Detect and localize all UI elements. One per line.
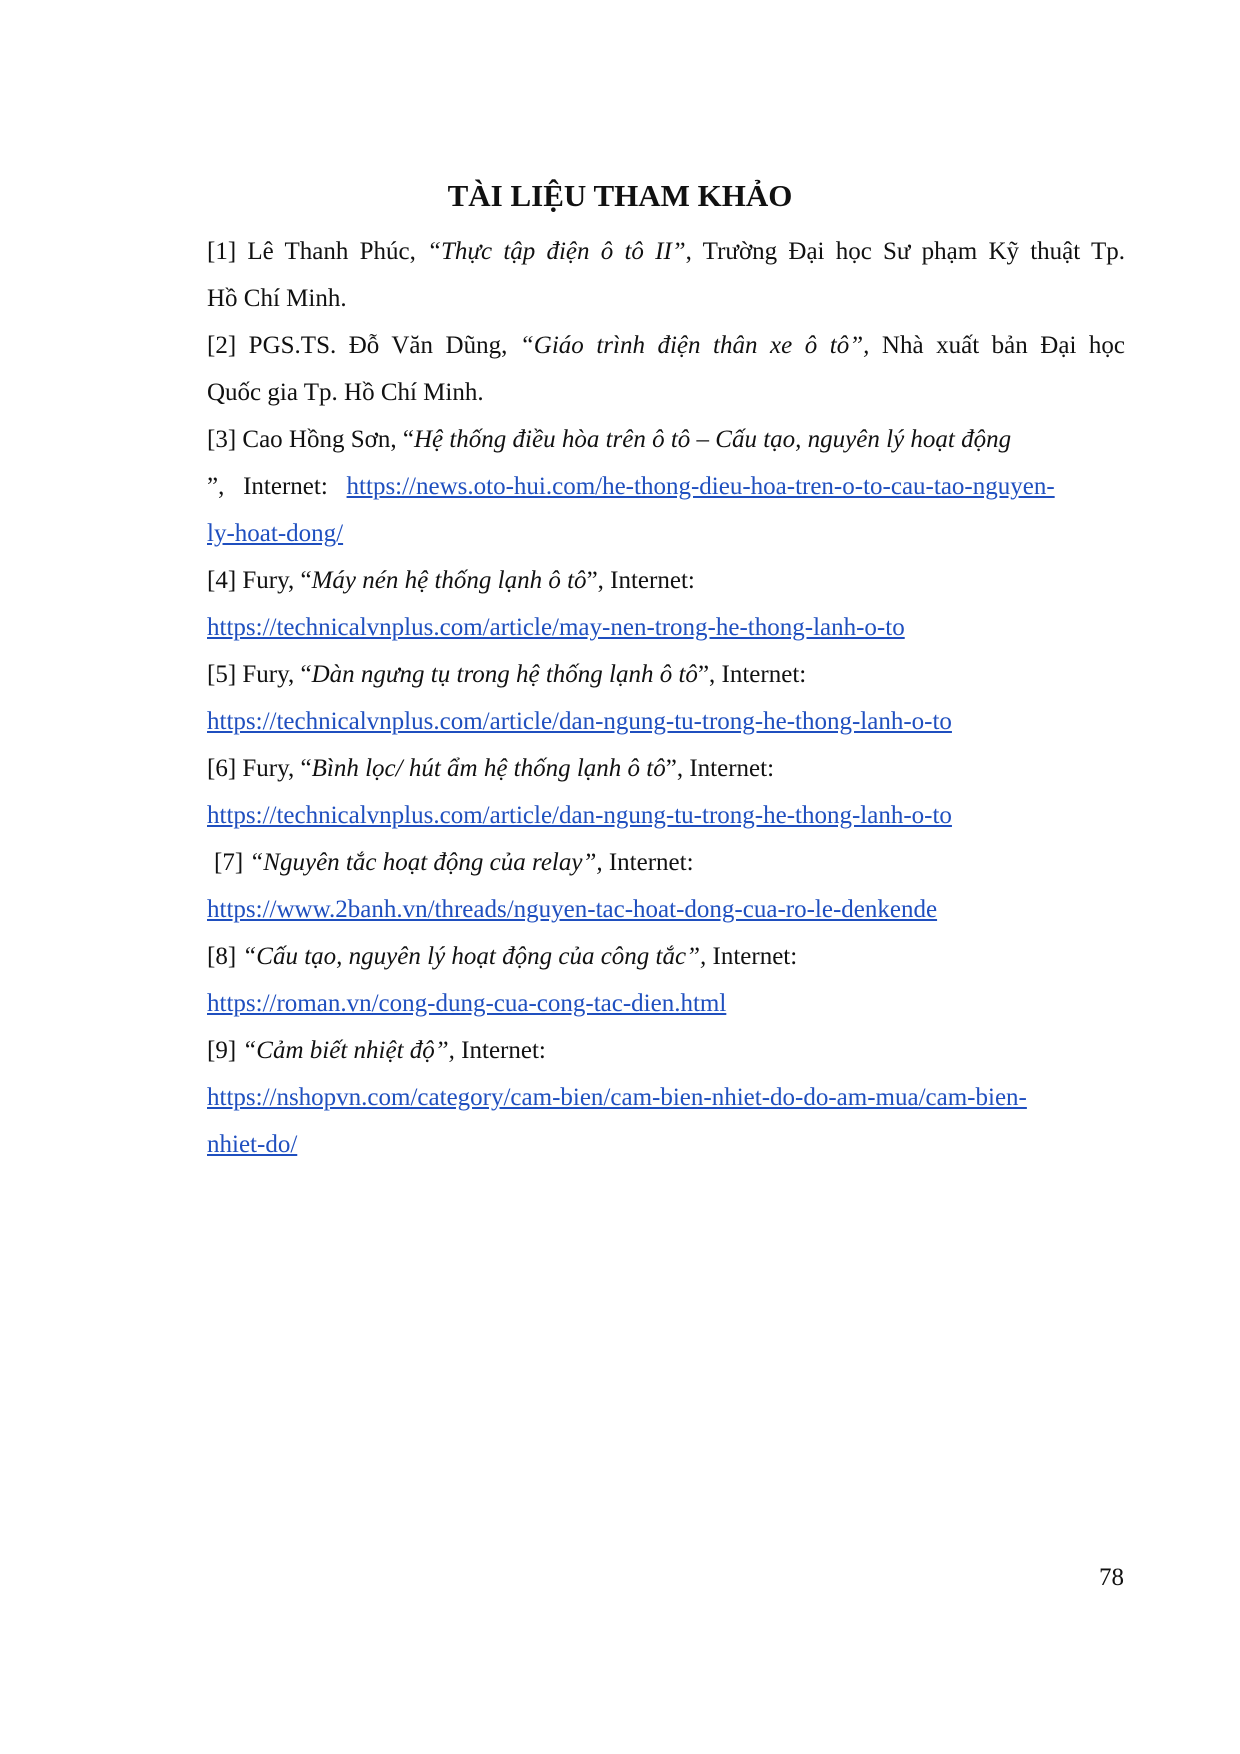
page-number: 78 (1099, 1564, 1124, 1591)
reference-6-url-line (207, 792, 1125, 839)
reference-8-link[interactable]: https://roman.vn/cong-dung-cua-cong-tac-dien.html (207, 990, 727, 1017)
reference-6 (207, 745, 1125, 792)
reference-9 (207, 1027, 1125, 1074)
reference-source-label: ”, Internet: (697, 661, 807, 688)
reference-number: [1] (207, 238, 237, 265)
reference-3 (207, 416, 1125, 463)
reference-source-label: Internet: (454, 1037, 546, 1064)
reference-title: “Cấu tạo, nguyên lý hoạt động của công tắc”, (236, 943, 707, 970)
reference-5 (207, 651, 1125, 698)
reference-3-link-continuation (207, 510, 1125, 557)
reference-publisher: Nhà xuất bản Đại học (869, 332, 1126, 359)
reference-7 (207, 839, 1125, 886)
reference-9-link[interactable]: https://nshopvn.com/category/cam-bien/cam-bien-nhiet-do-do-am-mua/cam-bien- (207, 1084, 1027, 1111)
reference-number: [6] (207, 755, 237, 782)
reference-number: [7] (214, 849, 244, 876)
reference-1-continuation (207, 275, 1125, 322)
reference-title: Dàn ngưng tụ trong hệ thống lạnh ô tô (311, 661, 698, 688)
reference-title: “Giáo trình điện thân xe ô tô”, (519, 332, 870, 359)
reference-3-link-cont[interactable]: ly-hoat-dong/ (207, 520, 344, 547)
reference-publisher: , Trường Đại học Sư phạm Kỹ thuật Tp. (685, 238, 1125, 265)
reference-publisher-cont: Quốc gia Tp. Hồ Chí Minh. (207, 379, 484, 406)
reference-5-link[interactable]: https://technicalvnplus.com/article/dan-ngung-tu-trong-he-thong-lanh-o-to (207, 708, 952, 735)
reference-source-label: ”, Internet: (586, 567, 695, 594)
reference-4-url-line (207, 604, 1125, 651)
reference-4 (207, 557, 1125, 604)
reference-3-link[interactable]: https://news.oto-hui.com/he-thong-dieu-hoa-tren-o-to-cau-tao-nguyen- (346, 473, 1055, 500)
reference-title: Bình lọc/ hút ẩm hệ thống lạnh ô tô (311, 755, 666, 782)
reference-number: [4] (207, 567, 237, 594)
reference-number: [9] (207, 1037, 237, 1064)
reference-7-link[interactable]: https://www.2banh.vn/threads/nguyen-tac-hoat-dong-cua-ro-le-denkende (207, 896, 938, 923)
reference-list (207, 228, 1125, 1168)
reference-number: [2] (207, 332, 237, 359)
reference-author: Lê Thanh Phúc, (236, 238, 428, 265)
reference-title: Hệ thống điều hòa trên ô tô – Cấu tạo, nguyên lý hoạt động (413, 426, 1012, 453)
reference-title: “Cảm biết nhiệt độ”, (236, 1037, 455, 1064)
reference-title: “Nguyên tắc hoạt động của relay”, (243, 849, 603, 876)
reference-source-label: ”, Internet: (665, 755, 775, 782)
reference-source-label: Internet: (243, 473, 328, 500)
reference-number: [8] (207, 943, 237, 970)
reference-author: Fury, “ (236, 661, 312, 688)
reference-source-label: Internet: (602, 849, 694, 876)
reference-4-link[interactable]: https://technicalvnplus.com/article/may-nen-trong-he-thong-lanh-o-to (207, 614, 905, 641)
reference-6-link[interactable]: https://technicalvnplus.com/article/dan-ngung-tu-trong-he-thong-lanh-o-to (207, 802, 952, 829)
reference-1 (207, 228, 1125, 275)
reference-author: PGS.TS. Đỗ Văn Dũng, (236, 332, 520, 359)
reference-7-url-line (207, 886, 1125, 933)
reference-punctuation: ”, (207, 473, 225, 500)
reference-title: Máy nén hệ thống lạnh ô tô (311, 567, 587, 594)
reference-5-url-line (207, 698, 1125, 745)
reference-8-url-line (207, 980, 1125, 1027)
reference-number: [3] (207, 426, 237, 453)
reference-9-link-continuation (207, 1121, 1125, 1168)
reference-number: [5] (207, 661, 237, 688)
reference-author: Fury, “ (236, 567, 312, 594)
reference-author: Fury, “ (236, 755, 312, 782)
page-title: TÀI LIỆU THAM KHẢO (447, 178, 793, 213)
reference-source-label: Internet: (706, 943, 798, 970)
reference-2 (207, 322, 1125, 369)
reference-8 (207, 933, 1125, 980)
reference-title: “Thực tập điện ô tô II” (427, 238, 686, 265)
reference-9-url-line (207, 1074, 1125, 1121)
reference-3-source (207, 463, 1125, 510)
reference-9-link-cont[interactable]: nhiet-do/ (207, 1131, 298, 1158)
reference-publisher-cont: Hồ Chí Minh. (207, 285, 347, 312)
reference-author: Cao Hồng Sơn, “ (236, 426, 414, 453)
reference-2-continuation (207, 369, 1125, 416)
